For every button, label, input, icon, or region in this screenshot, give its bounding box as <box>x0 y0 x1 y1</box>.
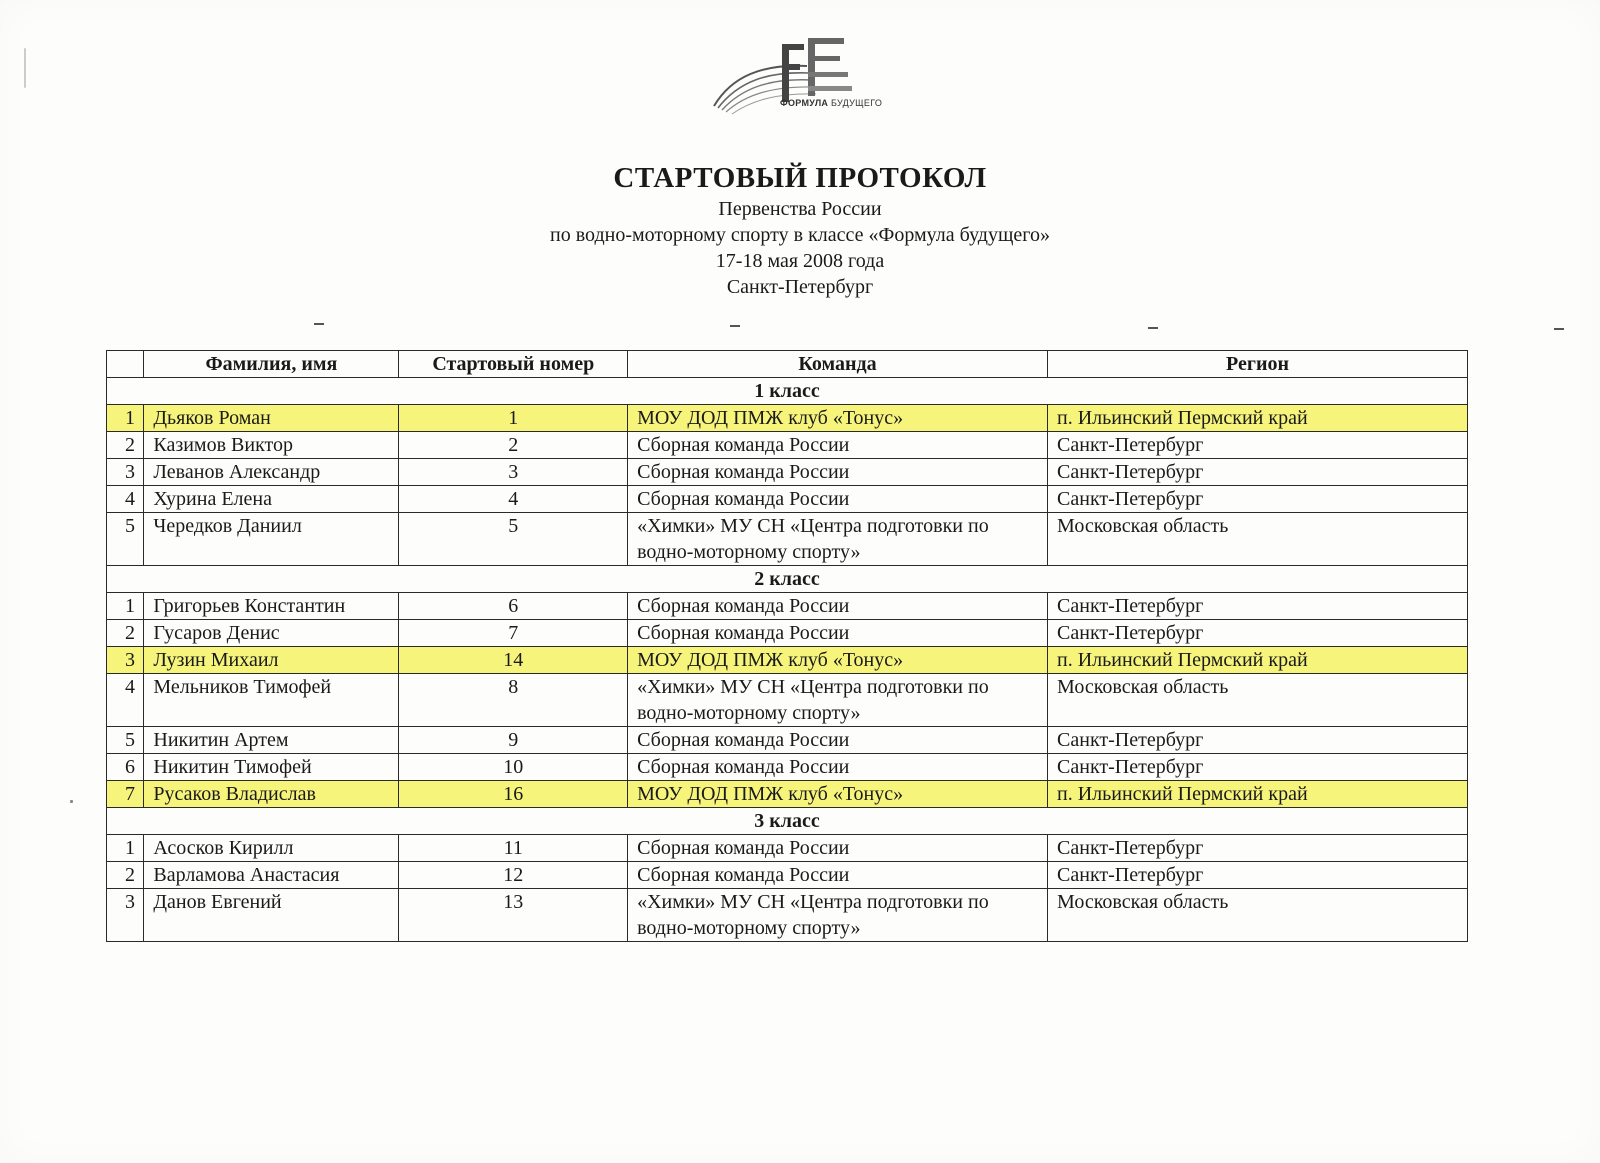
scan-mark <box>70 800 73 803</box>
cell-team: Сборная команда России <box>628 727 1048 754</box>
cell-team: Сборная команда России <box>628 862 1048 889</box>
cell-position: 7 <box>107 781 144 808</box>
table-row <box>107 727 1468 754</box>
document-header <box>0 160 1600 300</box>
cell-name: Никитин Тимофей <box>144 754 399 781</box>
class-group-label: 2 класс <box>107 566 1468 593</box>
cell-position: 2 <box>107 620 144 647</box>
cell-name: Григорьев Константин <box>144 593 399 620</box>
cell-name: Чередков Даниил <box>144 513 399 566</box>
cell-name: Гусаров Денис <box>144 620 399 647</box>
table-row <box>107 432 1468 459</box>
cell-region: п. Ильинский Пермский край <box>1048 647 1468 674</box>
logo-caption <box>780 98 882 108</box>
cell-start-number: 14 <box>399 647 628 674</box>
cell-start-number: 9 <box>399 727 628 754</box>
scan-mark <box>730 325 740 327</box>
table-row <box>107 862 1468 889</box>
cell-region: Санкт-Петербург <box>1048 620 1468 647</box>
cell-name: Казимов Виктор <box>144 432 399 459</box>
cell-team: Сборная команда России <box>628 486 1048 513</box>
cell-start-number: 11 <box>399 835 628 862</box>
cell-name: Русаков Владислав <box>144 781 399 808</box>
cell-name: Хурина Елена <box>144 486 399 513</box>
cell-start-number: 10 <box>399 754 628 781</box>
cell-name: Варламова Анастасия <box>144 862 399 889</box>
cell-team: МОУ ДОД ПМЖ клуб «Тонус» <box>628 647 1048 674</box>
cell-position: 1 <box>107 593 144 620</box>
subtitle-line-1: Первенства России <box>718 198 882 220</box>
start-protocol-table <box>106 350 1468 942</box>
table-row <box>107 486 1468 513</box>
cell-start-number: 2 <box>399 432 628 459</box>
cell-region: Санкт-Петербург <box>1048 835 1468 862</box>
cell-region: Санкт-Петербург <box>1048 459 1468 486</box>
table-row <box>107 889 1468 942</box>
cell-region: п. Ильинский Пермский край <box>1048 405 1468 432</box>
class-group-row <box>107 808 1468 835</box>
logo-caption-rest: БУДУЩЕГО <box>831 98 883 108</box>
cell-position: 1 <box>107 405 144 432</box>
cell-position: 1 <box>107 835 144 862</box>
cell-region: Санкт-Петербург <box>1048 727 1468 754</box>
subtitle-line-4: Санкт-Петербург <box>726 276 874 298</box>
cell-position: 5 <box>107 513 144 566</box>
scan-mark <box>1148 327 1158 329</box>
cell-region: Санкт-Петербург <box>1048 486 1468 513</box>
cell-position: 2 <box>107 862 144 889</box>
cell-name: Лузин Михаил <box>144 647 399 674</box>
cell-team: «Химки» МУ СН «Центра подготовки по водно-моторному спорту» <box>628 674 1048 727</box>
cell-position: 3 <box>107 459 144 486</box>
cell-position: 6 <box>107 754 144 781</box>
cell-name: Леванов Александр <box>144 459 399 486</box>
table-row <box>107 754 1468 781</box>
logo-caption-bold: ФОРМУЛА <box>780 98 829 108</box>
cell-start-number: 12 <box>399 862 628 889</box>
table-row <box>107 647 1468 674</box>
cell-position: 2 <box>107 432 144 459</box>
cell-position: 3 <box>107 889 144 942</box>
table-row <box>107 459 1468 486</box>
cell-start-number: 7 <box>399 620 628 647</box>
cell-team: МОУ ДОД ПМЖ клуб «Тонус» <box>628 405 1048 432</box>
document-title: СТАРТОВЫЙ ПРОТОКОЛ <box>613 162 987 194</box>
cell-team: Сборная команда России <box>628 593 1048 620</box>
column-header-num <box>107 351 144 378</box>
cell-start-number: 6 <box>399 593 628 620</box>
scan-mark <box>1554 328 1564 330</box>
table-row <box>107 513 1468 566</box>
cell-start-number: 5 <box>399 513 628 566</box>
table-row <box>107 781 1468 808</box>
subtitle-line-2: по водно-моторному спорту в классе «Формула будущего» <box>550 224 1050 246</box>
cell-team: Сборная команда России <box>628 432 1048 459</box>
table-row <box>107 835 1468 862</box>
cell-region: Московская область <box>1048 513 1468 566</box>
scan-mark <box>24 48 26 88</box>
cell-name: Данов Евгений <box>144 889 399 942</box>
cell-team: Сборная команда России <box>628 620 1048 647</box>
cell-start-number: 8 <box>399 674 628 727</box>
cell-team: Сборная команда России <box>628 754 1048 781</box>
cell-region: Санкт-Петербург <box>1048 862 1468 889</box>
cell-position: 4 <box>107 486 144 513</box>
cell-name: Дьяков Роман <box>144 405 399 432</box>
table-body <box>107 378 1468 942</box>
class-group-row <box>107 566 1468 593</box>
column-header-bib: Стартовый номер <box>399 351 628 378</box>
cell-team: Сборная команда России <box>628 835 1048 862</box>
cell-position: 4 <box>107 674 144 727</box>
subtitle-line-3: 17-18 мая 2008 года <box>715 250 885 272</box>
cell-team: МОУ ДОД ПМЖ клуб «Тонус» <box>628 781 1048 808</box>
cell-region: п. Ильинский Пермский край <box>1048 781 1468 808</box>
table-row <box>107 593 1468 620</box>
scan-mark <box>314 323 324 325</box>
cell-start-number: 13 <box>399 889 628 942</box>
cell-region: Санкт-Петербург <box>1048 593 1468 620</box>
cell-start-number: 4 <box>399 486 628 513</box>
cell-region: Санкт-Петербург <box>1048 754 1468 781</box>
column-header-region: Регион <box>1048 351 1468 378</box>
cell-name: Мельников Тимофей <box>144 674 399 727</box>
column-header-team: Команда <box>628 351 1048 378</box>
cell-region: Санкт-Петербург <box>1048 432 1468 459</box>
cell-name: Никитин Артем <box>144 727 399 754</box>
cell-team: «Химки» МУ СН «Центра подготовки по водно-моторному спорту» <box>628 513 1048 566</box>
class-group-label: 3 класс <box>107 808 1468 835</box>
cell-position: 5 <box>107 727 144 754</box>
cell-start-number: 16 <box>399 781 628 808</box>
cell-start-number: 1 <box>399 405 628 432</box>
cell-region: Московская область <box>1048 889 1468 942</box>
cell-start-number: 3 <box>399 459 628 486</box>
table-row <box>107 674 1468 727</box>
class-group-label: 1 класс <box>107 378 1468 405</box>
table-header-row <box>107 351 1468 378</box>
table-row <box>107 405 1468 432</box>
cell-team: Сборная команда России <box>628 459 1048 486</box>
cell-name: Асосков Кирилл <box>144 835 399 862</box>
cell-position: 3 <box>107 647 144 674</box>
column-header-name: Фамилия, имя <box>144 351 399 378</box>
cell-region: Московская область <box>1048 674 1468 727</box>
cell-team: «Химки» МУ СН «Центра подготовки по водно-моторному спорту» <box>628 889 1048 942</box>
class-group-row <box>107 378 1468 405</box>
table-row <box>107 620 1468 647</box>
